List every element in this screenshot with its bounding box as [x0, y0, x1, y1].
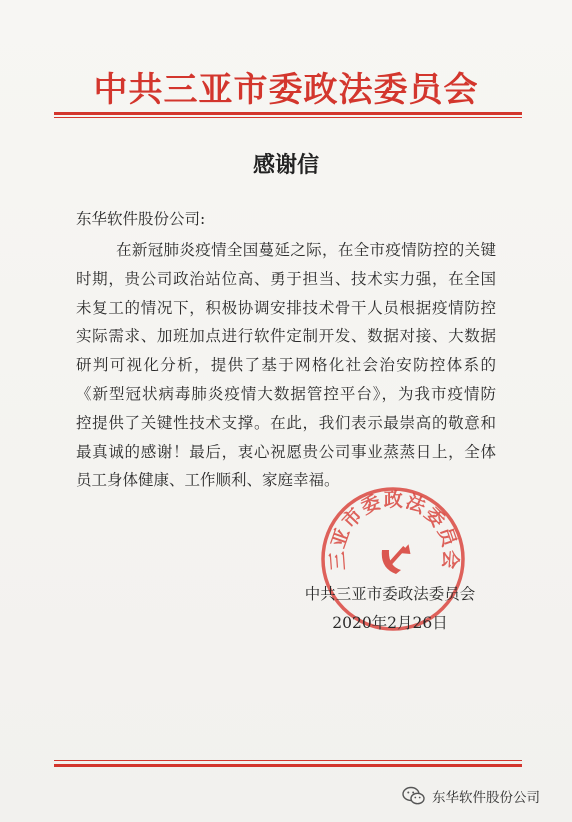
footer-rule-thin [54, 760, 522, 761]
letterhead-rule-thick [54, 112, 522, 115]
salutation: 东华软件股份公司: [76, 210, 206, 228]
body-line: 未复工的情况下，积极协调安排技术骨干人员根据疫情防控 [76, 298, 496, 317]
seal-text: 三亚市委政法委员会 [326, 489, 462, 572]
signature-organization: 中共三亚市委政法委员会 [304, 585, 476, 603]
body-line: 研判可视化分析，提供了基于网格化社会治安防控体系的 [76, 356, 496, 375]
letterhead-rule-thin [54, 117, 522, 118]
body-line: 实际需求、加班加点进行软件定制开发、数据对接、大数据 [76, 327, 496, 346]
letter-title: 感谢信 [252, 152, 319, 178]
letterhead-title: 中共三亚市委政法委员会 [93, 70, 479, 110]
body-line: 时期，贵公司政治站位高、勇于担当、技术实力强，在全国 [76, 269, 496, 288]
letter-body [76, 236, 496, 495]
party-emblem-icon [382, 544, 415, 574]
footer-rule-thick [54, 764, 522, 767]
body-line: 员工身体健康、工作顺利、家庭幸福。 [76, 471, 340, 490]
watermark [402, 784, 540, 808]
body-line: 在新冠肺炎疫情全国蔓延之际，在全市疫情防控的关键 [116, 241, 496, 259]
body-line: 《新型冠状病毒肺炎疫情大数据管控平台》，为我市疫情防 [76, 384, 496, 403]
body-line: 最真诚的感谢！最后，衷心祝愿贵公司事业蒸蒸日上，全体 [76, 442, 496, 461]
body-line: 控提供了关键性技术支撑。在此，我们表示最崇高的敬意和 [76, 413, 496, 432]
signature-date: 2020年2月26日 [332, 614, 448, 632]
watermark-text: 东华软件股份公司 [432, 790, 540, 806]
wechat-icon [402, 786, 426, 806]
